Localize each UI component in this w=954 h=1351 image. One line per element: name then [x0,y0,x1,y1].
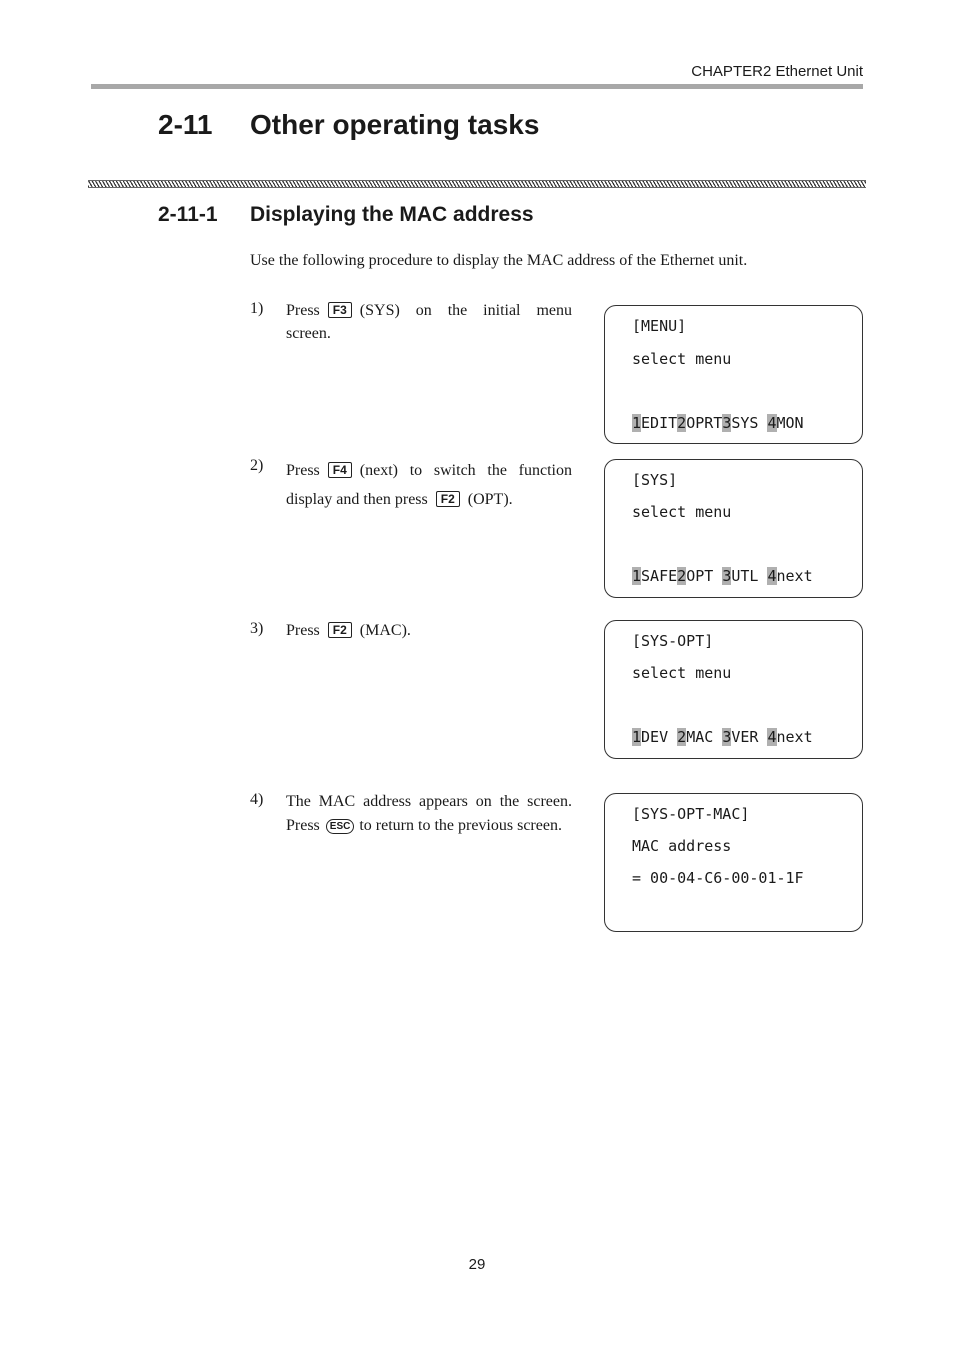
step-text: (next) to switch the function display and then press [286,462,572,508]
function-label: DEV [641,728,678,746]
page-number: 29 [468,1256,486,1273]
step-number: 4) [250,791,264,808]
function-label: SYS [731,414,768,432]
function-label: OPRT [686,414,723,432]
function-label: MAC [686,728,723,746]
step-number: 2) [250,457,264,474]
function-label: VER [731,728,768,746]
function-key-number: 1 [632,728,642,746]
step-text: (MAC). [359,622,411,639]
lcd-function-menu [632,567,813,585]
step-number: 3) [250,620,264,637]
lcd-title: [MENU] [632,317,687,335]
lcd-screen [604,305,863,444]
step-text: The MAC address appears on the screen. [286,793,572,810]
function-label: EDIT [641,414,678,432]
function-key-number: 2 [677,728,687,746]
function-label: UTL [731,567,768,585]
step-instruction [286,619,572,642]
step-number: 1) [250,300,264,317]
lcd-screen [604,793,863,932]
step-instruction [286,456,572,514]
step-text: Press [286,462,320,479]
esc-key-icon: ESC [326,819,355,834]
lcd-line: select menu [632,350,732,368]
lcd-function-menu [632,728,813,746]
function-key-number: 2 [677,414,687,432]
function-label: SAFE [641,567,678,585]
function-label: OPT [686,567,723,585]
function-key-number: 3 [722,414,732,432]
f3-key-icon: F3 [328,302,352,318]
hatched-divider [88,180,866,188]
function-key-number: 1 [632,567,642,585]
subsection-number: 2-11-1 [158,203,218,226]
step-text: Press [286,302,320,319]
function-key-number: 3 [722,728,732,746]
subsection-title: Displaying the MAC address [250,203,534,226]
intro-paragraph: Use the following procedure to display the MAC address of the Ethernet unit. [250,252,748,269]
function-label: next [776,728,813,746]
step-text: Press [286,817,320,834]
function-key-number: 4 [767,414,777,432]
step-text: Press [286,622,320,639]
function-key-number: 3 [722,567,732,585]
function-label: MON [776,414,804,432]
step-instruction [286,299,572,345]
function-key-number: 2 [677,567,687,585]
lcd-title: [SYS-OPT] [632,632,714,650]
step-text: to return to the previous screen. [359,817,562,834]
f4-key-icon: F4 [328,462,352,478]
step-text: (OPT). [467,491,513,508]
lcd-line: MAC address [632,837,732,855]
function-key-number: 4 [767,728,777,746]
lcd-title: [SYS-OPT-MAC] [632,805,750,823]
step-text: (SYS) on the initial menu screen. [286,302,572,342]
function-key-number: 1 [632,414,642,432]
section-number: 2-11 [158,109,213,140]
lcd-function-menu [632,414,804,432]
chapter-header: CHAPTER2 Ethernet Unit [691,63,863,80]
function-label: next [776,567,813,585]
lcd-line: select menu [632,503,732,521]
mac-address-value: = 00-04-C6-00-01-1F [632,869,804,887]
header-rule [91,84,863,89]
lcd-screen [604,620,863,759]
lcd-screen [604,459,863,598]
section-title: Other operating tasks [250,109,540,140]
lcd-title: [SYS] [632,471,678,489]
lcd-line: select menu [632,664,732,682]
function-key-number: 4 [767,567,777,585]
f2-key-icon: F2 [328,622,352,638]
step-instruction [286,790,572,838]
f2-key-icon: F2 [436,491,460,507]
